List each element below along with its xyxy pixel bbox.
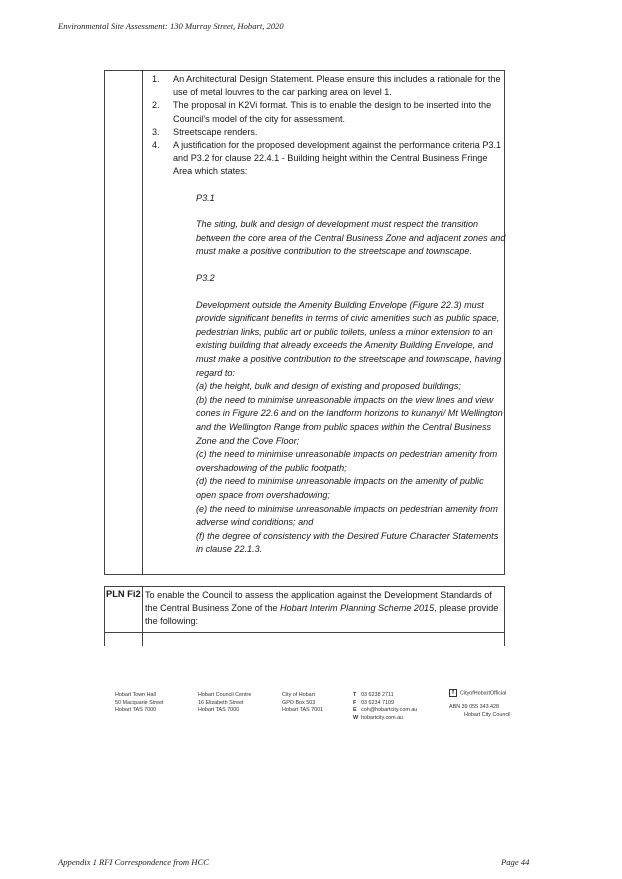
column-divider bbox=[142, 71, 143, 574]
website-link[interactable]: hobartcity.com.au bbox=[361, 714, 404, 721]
fax-number: 03 6234 7109 bbox=[361, 699, 394, 706]
criteria-item: (c) the need to minimise unreasonable impacts on pedestrian amenity from overshadowing of the public footpath; bbox=[196, 449, 498, 473]
list-text: An Architectural Design Statement. Please ensure this includes a rationale for the use of metal louvres to the car parking area on level 1. bbox=[173, 74, 501, 98]
address-line: Hobart Council Centre bbox=[198, 692, 252, 698]
criteria-heading-p32: P3.2 bbox=[196, 273, 215, 283]
phone-label: T bbox=[353, 692, 357, 698]
criteria-text-p32: Development outside the Amenity Building Envelope (Figure 22.3) must provide significant benefits in terms of civic amenities such as public space, pedestrian links, public art or public toilets, unless a minor extension to an existing building that already exceeds the Amenity Building Envelope, and must make a positive contribution to the streetscape and townscape, having regard to: bbox=[196, 299, 502, 378]
facebook-line bbox=[449, 689, 510, 698]
address-line: Hobart TAS 7001 bbox=[282, 707, 324, 714]
pln-table bbox=[104, 586, 505, 646]
address-line: GPO Box 503 bbox=[282, 699, 316, 706]
criteria-text-p31: The siting, bulk and design of development must respect the transition between the core area of the Central Business Zone and adjacent zones and must make a positive contribution to the streetscape and townscape. bbox=[196, 219, 506, 257]
address-line: Hobart TAS 7000 bbox=[198, 707, 240, 714]
requirements-list bbox=[152, 73, 504, 557]
footer-appendix: Appendix 1 RFI Correspondence from HCC bbox=[58, 857, 209, 867]
pln-label: PLN Fi2 bbox=[106, 589, 141, 599]
address-town-hall bbox=[115, 692, 164, 715]
phone-number: 03 6238 2711 bbox=[361, 692, 394, 698]
list-item bbox=[152, 139, 504, 179]
criteria-item: (f) the degree of consistency with the Desired Future Character Statements in clause 22.1.3. bbox=[196, 530, 499, 555]
criteria-item: (e) the need to minimise unreasonable impacts on pedestrian amenity from adverse wind conditions; and bbox=[196, 503, 498, 528]
list-number: 3. bbox=[152, 126, 160, 137]
abn-name: Hobart City Council bbox=[464, 711, 511, 718]
pln-text bbox=[145, 589, 503, 629]
address-council-centre bbox=[198, 692, 251, 715]
fax-line bbox=[353, 700, 417, 708]
address-line: 50 Macquarie Street bbox=[115, 699, 164, 706]
list-text: The proposal in K2Vi format. This is to enable the design to be inserted into the Council's model of the city for assessment. bbox=[173, 100, 492, 124]
list-text: Streetscape renders. bbox=[173, 126, 258, 137]
address-postal bbox=[282, 692, 323, 715]
contact-details bbox=[353, 692, 417, 722]
web-label: W bbox=[353, 714, 359, 721]
list-item bbox=[152, 126, 504, 139]
address-line: 16 Elizabeth Street bbox=[198, 699, 244, 706]
criteria-heading-p31: P3.1 bbox=[196, 192, 215, 203]
list-number: 1. bbox=[152, 74, 160, 84]
pln-text-after: , please provide the following: bbox=[145, 603, 499, 627]
pln-text-before: To enable the Council to assess the application against the Development Standards of the Central Business Zone of the bbox=[145, 590, 492, 614]
requirements-table bbox=[104, 70, 505, 575]
email-line bbox=[353, 707, 417, 715]
abn-number: ABN 39 055 343 428 bbox=[449, 704, 500, 711]
row-divider bbox=[105, 632, 504, 633]
email-link[interactable]: coh@hobartcity.com.au bbox=[361, 707, 418, 714]
page-number: Page 44 bbox=[501, 857, 530, 867]
criteria-item: (d) the need to minimise unreasonable impacts on the amenity of public open space from overshadowing; bbox=[196, 476, 484, 500]
facebook-icon: f bbox=[449, 689, 457, 697]
list-number: 4. bbox=[152, 140, 160, 151]
fax-label: F bbox=[353, 699, 357, 706]
list-item bbox=[152, 73, 504, 99]
pln-text-italic: Hobart Interim Planning Scheme 2015 bbox=[279, 603, 435, 614]
column-divider bbox=[142, 587, 143, 646]
list-item bbox=[152, 99, 504, 125]
criteria-item: (b) the need to minimise unreasonable impacts on the view lines and view cones in Figure 22.6 and on the landform horizons to kunanyi/ Mt Wellington and the Wellington Range from public spaces within the Central Business Zone and the Cove Floor; bbox=[196, 394, 503, 446]
email-label: E bbox=[353, 707, 357, 714]
criteria-item: (a) the height, bulk and design of existing and proposed buildings; bbox=[196, 381, 461, 392]
web-line bbox=[353, 715, 417, 723]
list-text: A justification for the proposed development against the performance criteria P3.1 and P3.2 for clause 22.4.1 - Building height within the Central Business Fringe Area which states: bbox=[173, 140, 502, 177]
address-line: Hobart TAS 7000 bbox=[115, 707, 157, 714]
facebook-handle[interactable]: CityofHobartOfficial bbox=[460, 690, 507, 697]
page-header: Environmental Site Assessment: 130 Murray Street, Hobart, 2020 bbox=[58, 21, 284, 31]
list-number: 2. bbox=[152, 100, 160, 111]
address-line: City of Hobart bbox=[282, 692, 315, 698]
quoted-criteria bbox=[196, 192, 506, 557]
phone-line bbox=[353, 692, 417, 700]
social-and-abn bbox=[449, 689, 510, 719]
address-line: Hobart Town Hall bbox=[115, 692, 156, 698]
